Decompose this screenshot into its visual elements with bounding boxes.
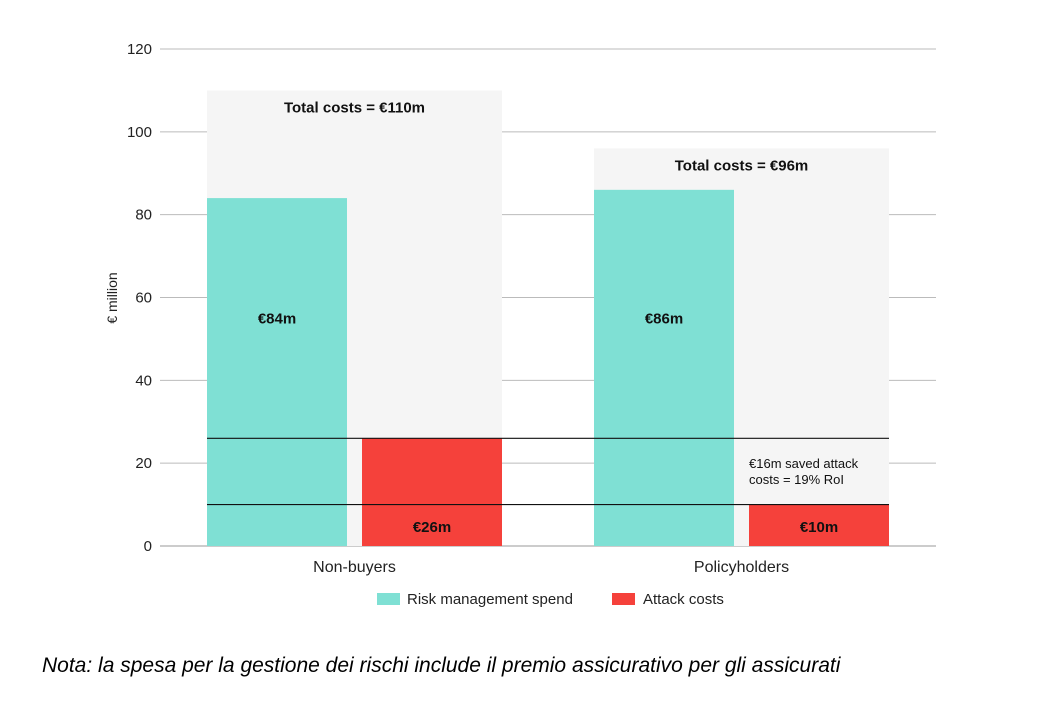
legend-swatch-risk-management (377, 593, 400, 605)
y-tick-label: 100 (126, 123, 152, 141)
total-label: Total costs = €110m (283, 99, 426, 117)
savings-annotation: €16m saved attack (749, 456, 859, 472)
bar-value-label: €86m (644, 310, 684, 328)
x-category-label: Policyholders (693, 559, 790, 576)
bar-value-label: €10m (799, 519, 839, 536)
legend-label-risk-management: Risk management spend (407, 591, 573, 608)
y-tick-label: 120 (126, 41, 152, 58)
bar-risk-management (594, 190, 734, 546)
y-tick-label: 20 (135, 455, 152, 473)
y-axis-label: € million (104, 272, 120, 324)
legend-swatch-attack-costs (612, 593, 635, 605)
bar-value-label: €84m (257, 310, 297, 328)
legend-label-attack-costs: Attack costs (643, 591, 724, 608)
bar-risk-management (207, 198, 347, 546)
savings-annotation: costs = 19% RoI (749, 472, 845, 488)
total-label: Total costs = €96m (674, 157, 809, 175)
x-category-label: Non-buyers (313, 559, 396, 576)
y-tick-label: 40 (135, 372, 152, 390)
footnote: Nota: la spesa per la gestione dei rischi include il premio assicurativo per gli assicurati (42, 654, 841, 677)
y-tick-label: 60 (135, 289, 152, 307)
y-tick-label: 0 (143, 538, 152, 555)
y-tick-label: 80 (135, 206, 152, 224)
bar-value-label: €26m (412, 519, 452, 536)
legend (377, 591, 724, 608)
